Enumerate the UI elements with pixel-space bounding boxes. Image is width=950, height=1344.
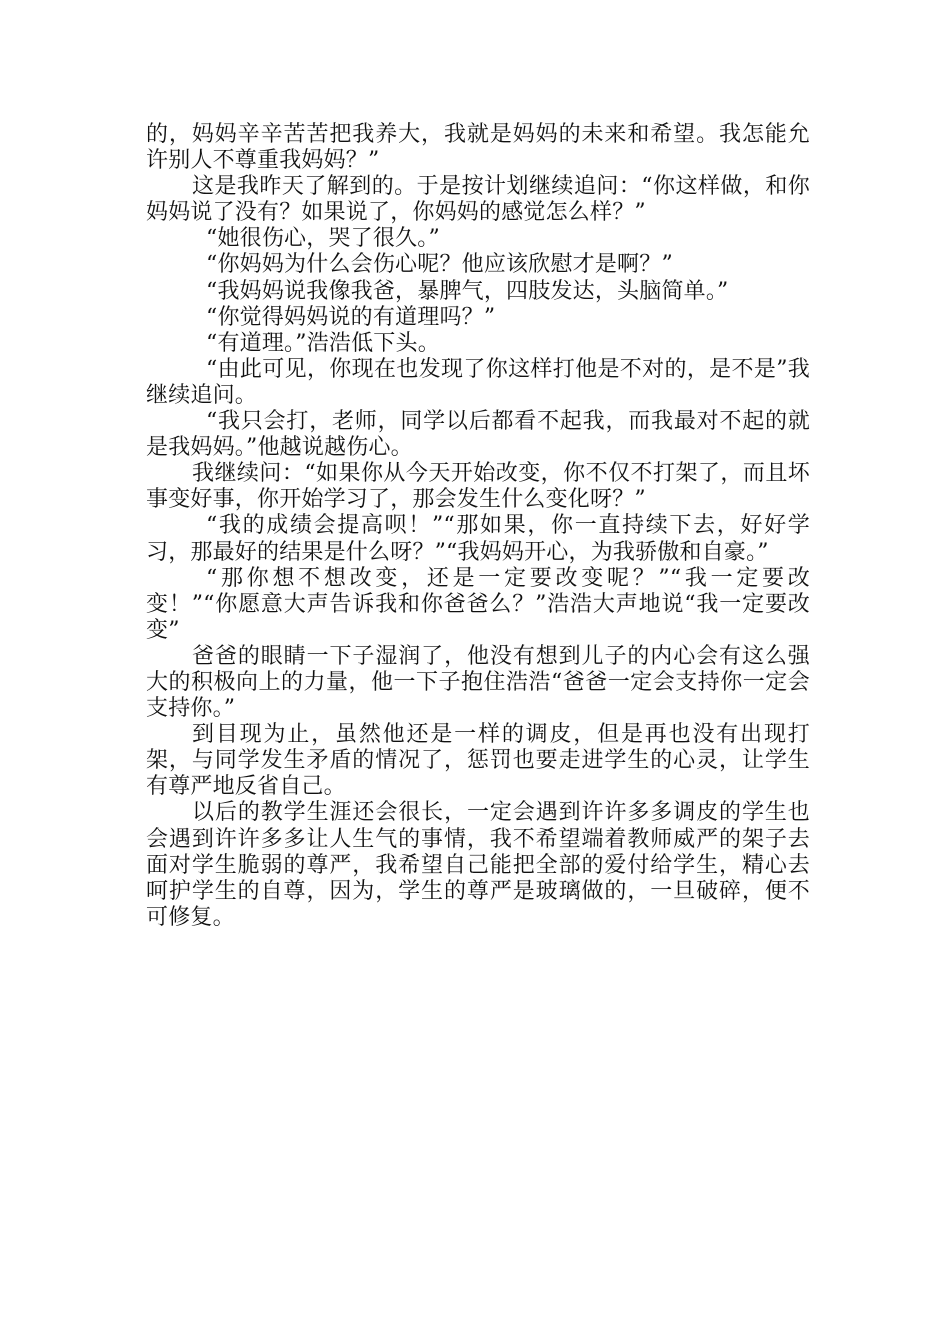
paragraph-continuation: 的，妈妈辛辛苦苦把我养大，我就是妈妈的未来和希望。我怎能允许别人不尊重我妈妈？”	[146, 122, 810, 174]
paragraph: 到目现为止，虽然他还是一样的调皮，但是再也没有出现打架，与同学发生矛盾的情况了，惩罚也要走进学生的心灵，让学生有尊严地反省自己。	[146, 722, 810, 800]
dialogue-line: “你觉得妈妈说的有道理吗？”	[206, 304, 496, 330]
paragraph: 以后的教学生涯还会很长，一定会遇到许许多多调皮的学生也会遇到许许多多让人生气的事情，我不希望端着教师威严的架子去面对学生脆弱的尊严，我希望自己能把全部的爱付给学生，精心去呵护学生的自尊，因为，学生的尊严是玻璃做的，一旦破碎，便不可修复。	[146, 800, 810, 930]
paragraph: 这是我昨天了解到的。于是按计划继续追问：“你这样做，和你妈妈说了没有？如果说了，你妈妈的感觉怎么样？”	[146, 174, 810, 226]
paragraph: 爸爸的眼睛一下子湿润了，他没有想到儿子的内心会有这么强大的积极向上的力量，他一下子抱住浩浩“爸爸一定会支持你一定会支持你。”	[146, 643, 810, 722]
dialogue-line: “有道理。”浩浩低下头。	[206, 330, 440, 356]
paragraph: 我继续问：“如果你从今天开始改变，你不仅不打架了，而且坏事变好事，你开始学习了，那会发生什么变化呀？”	[146, 461, 810, 513]
dialogue-line: “那你想不想改变，还是一定要改变呢？”“我一定要改变！”“你愿意大声告诉我和你爸爸么？”浩浩大声地说“我一定要改变”	[146, 565, 810, 643]
dialogue-line: “她很伤心，哭了很久。”	[206, 226, 440, 252]
dialogue-line: “由此可见，你现在也发现了你这样打他是不对的，是不是”我继续追问。	[146, 356, 810, 408]
dialogue-line: “我只会打，老师，同学以后都看不起我，而我最对不起的就是我妈妈。”他越说越伤心。	[146, 409, 810, 461]
dialogue-line: “我妈妈说我像我爸，暴脾气，四肢发达，头脑简单。”	[206, 278, 729, 304]
dialogue-line: “你妈妈为什么会伤心呢？他应该欣慰才是啊？”	[206, 252, 673, 278]
body-text	[146, 122, 810, 931]
dialogue-line: “我的成绩会提高呗！”“那如果，你一直持续下去，好好学习，那最好的结果是什么呀？”“我妈妈开心，为我骄傲和自豪。”	[146, 513, 810, 565]
